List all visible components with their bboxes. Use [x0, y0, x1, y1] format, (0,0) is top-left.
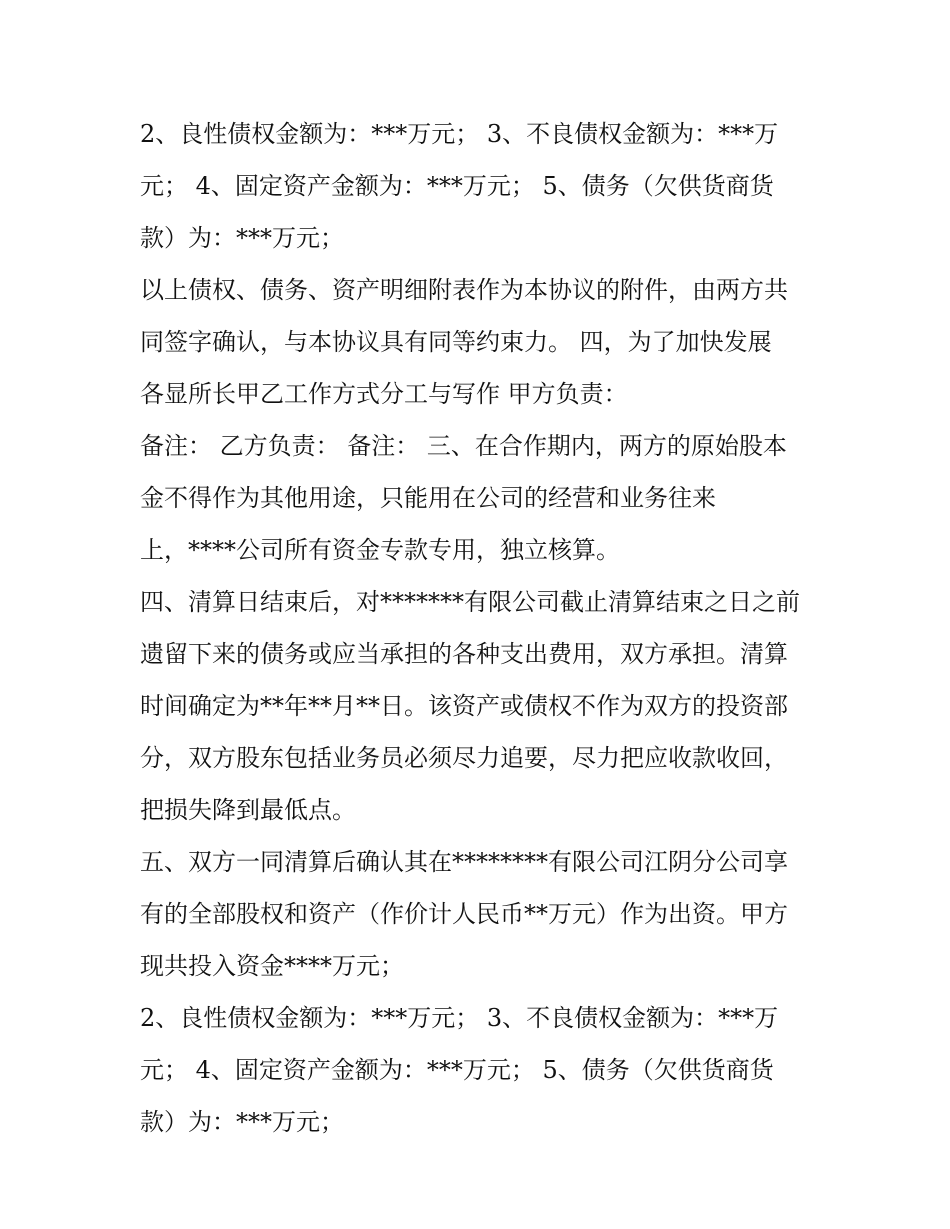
text-line: 五、双方一同清算后确认其在********有限公司江阴分公司享 [140, 848, 788, 876]
text-line: 有的全部股权和资产（作价计人民币**万元）作为出资。甲方 [140, 900, 788, 928]
text-line: 四、清算日结束后，对*******有限公司截止清算结束之日之前 [140, 588, 800, 616]
document-body [140, 108, 820, 1148]
text-line: 款）为：***万元； [140, 224, 344, 252]
text-line: 备注： 乙方负责： 备注： 三、在合作期内，两方的原始股本 [140, 432, 787, 460]
text-line: 把损失降到最低点。 [140, 796, 356, 824]
text-line: 分，双方股东包括业务员必须尽力追要，尽力把应收款收回， [140, 744, 788, 772]
text-line: 时间确定为**年**月**日。该资产或债权不作为双方的投资部 [140, 692, 788, 720]
text-line: 上，****公司所有资金专款专用，独立核算。 [140, 536, 620, 564]
text-line: 2、良性债权金额为：***万元； 3、不良债权金额为：***万 [140, 120, 779, 148]
text-line: 各显所长甲乙工作方式分工与写作 甲方负责： [140, 380, 628, 408]
text-line: 金不得作为其他用途，只能用在公司的经营和业务往来 [140, 484, 716, 512]
text-line: 款）为：***万元； [140, 1108, 344, 1136]
text-line: 遗留下来的债务或应当承担的各种支出费用，双方承担。清算 [140, 640, 788, 668]
text-line: 以上债权、债务、资产明细附表作为本协议的附件，由两方共 [140, 276, 788, 304]
text-line: 元； 4、固定资产金额为：***万元； 5、债务（欠供货商货 [140, 172, 774, 200]
text-line: 2、良性债权金额为：***万元； 3、不良债权金额为：***万 [140, 1004, 779, 1032]
text-line: 现共投入资金****万元； [140, 952, 404, 980]
text-line: 元； 4、固定资产金额为：***万元； 5、债务（欠供货商货 [140, 1056, 774, 1084]
text-line: 同签字确认，与本协议具有同等约束力。 四，为了加快发展 [140, 328, 772, 356]
